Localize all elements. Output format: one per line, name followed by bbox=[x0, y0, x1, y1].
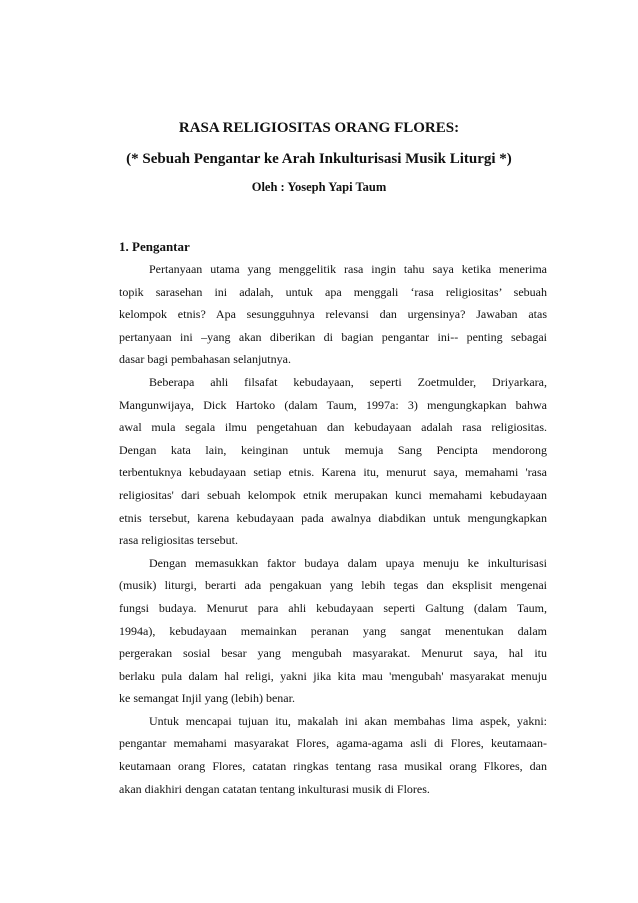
paragraph-line: akan diakhiri dengan catatan tentang inkulturasi musik di Flores. bbox=[119, 781, 430, 796]
paragraph-line: 1994a), kebudayaan memainkan peranan yang sangat menentukan dalam bbox=[119, 623, 547, 638]
paragraph-line: (musik) liturgi, berarti ada pengakuan yang lebih tegas dan eksplisit mengenai bbox=[119, 578, 547, 593]
paragraph bbox=[119, 258, 547, 371]
paragraph-line: pertanyaan ini –yang akan diberikan di bagian pengantar ini-- penting sebagai bbox=[119, 329, 547, 344]
paragraph-line: terbentuknya kebudayaan setiap etnis. Karena itu, menurut saya, memahami 'rasa bbox=[119, 465, 547, 480]
paragraph-line: Dengan kata lain, keinginan untuk memuja Sang Pencipta mendorong bbox=[119, 442, 547, 457]
paragraph-line: Pertanyaan utama yang menggelitik rasa ingin tahu saya ketika menerima bbox=[149, 262, 547, 276]
paragraph-line: religiositas' dari sebuah kelompok etnik merupakan kunci memahami kebudayaan bbox=[119, 487, 547, 502]
paragraph-line: pergerakan sosial besar yang mengubah masyarakat. Menurut saya, hal itu bbox=[119, 646, 547, 661]
paragraph-line: Dengan memasukkan faktor budaya dalam upaya menuju ke inkulturisasi bbox=[149, 555, 547, 570]
paragraph-line: Beberapa ahli filsafat kebudayaan, seperti Zoetmulder, Driyarkara, bbox=[149, 374, 547, 389]
document-subtitle: (* Sebuah Pengantar ke Arah Inkulturisasi Musik Liturgi *) bbox=[126, 151, 512, 167]
paragraph bbox=[119, 552, 547, 710]
paragraph-line: awal mula segala ilmu pengetahuan dan kebudayaan adalah rasa religiositas. bbox=[119, 420, 547, 435]
paragraph-line: ke semangat Injil yang (lebih) benar. bbox=[119, 691, 295, 706]
paragraph-line: pengantar memahami masyarakat Flores, agama-agama asli di Flores, keutamaan- bbox=[119, 736, 547, 751]
paragraph-line: keutamaan orang Flores, catatan ringkas tentang rasa musikal orang Flkores, dan bbox=[119, 759, 547, 774]
section-body bbox=[119, 258, 547, 800]
document-title: RASA RELIGIOSITAS ORANG FLORES: bbox=[178, 120, 460, 136]
section-heading: 1. Pengantar bbox=[119, 239, 190, 254]
paragraph-line: berlaku pula dalam hal religi, yakni jika kita mau 'mengubah' masyarakat menuju bbox=[119, 668, 547, 683]
paragraph-line: kelompok etnis? Apa sesungguhnya relevansi dan urgensinya? Jawaban atas bbox=[119, 307, 547, 322]
paragraph-line: etnis tersebut, karena kebudayaan pada awalnya diabdikan untuk mengungkapkan bbox=[119, 510, 547, 525]
paragraph-line: Untuk mencapai tujuan itu, makalah ini akan membahas lima aspek, yakni: bbox=[149, 713, 547, 728]
paragraph-line: rasa religiositas tersebut. bbox=[119, 533, 238, 548]
author-line: Oleh : Yoseph Yapi Taum bbox=[251, 180, 387, 194]
paragraph-line: fungsi budaya. Menurut para ahli kebudayaan seperti Galtung (dalam Taum, bbox=[119, 600, 547, 615]
paragraph bbox=[119, 710, 547, 800]
paragraph-line: topik sarasehan ini adalah, untuk apa menggali ‘rasa religiositas’ sebuah bbox=[119, 284, 547, 299]
paragraph-line: dasar bagi pembahasan selanjutnya. bbox=[119, 352, 291, 367]
paragraph-line: Mangunwijaya, Dick Hartoko (dalam Taum, 1997a: 3) mengungkapkan bahwa bbox=[119, 397, 547, 412]
paragraph bbox=[119, 371, 547, 552]
